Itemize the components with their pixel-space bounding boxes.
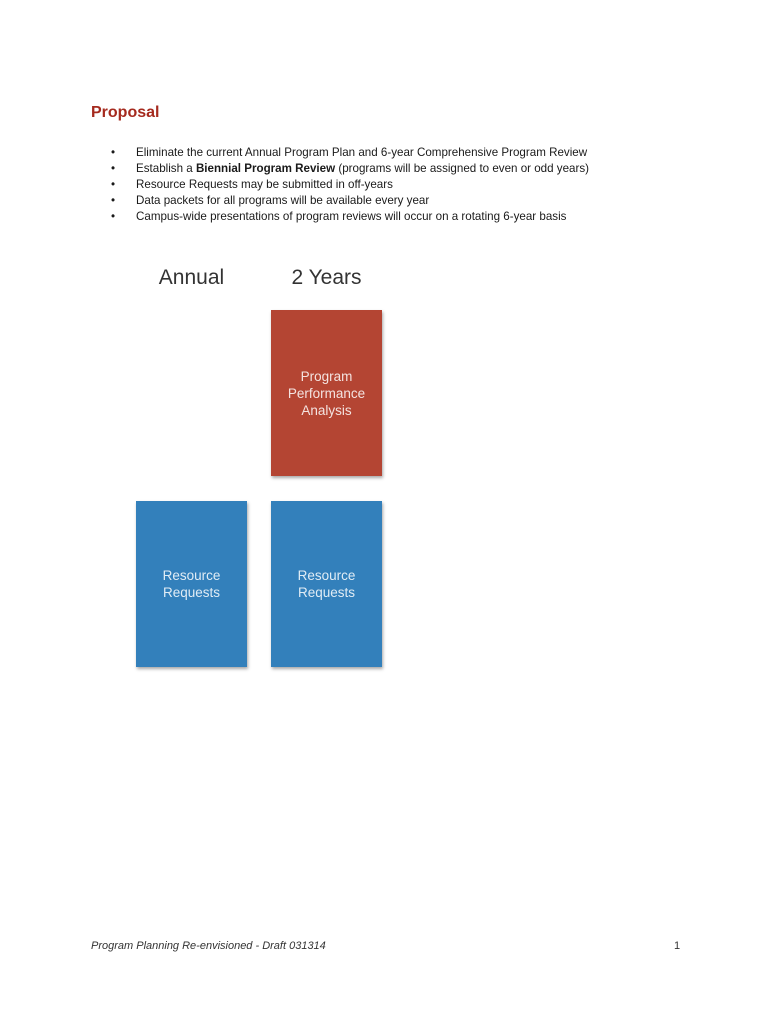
list-item-text-tail: (programs will be assigned to even or odd years) [335,162,590,175]
list-item [91,145,589,161]
column-label-annual: Annual [158,266,225,289]
list-item-text-lead: Establish a [136,162,196,175]
list-item [91,193,589,209]
resource-requests-annual-box [136,501,247,667]
proposal-bullet-list [91,145,589,225]
list-item [91,209,589,225]
bullet-icon: • [111,210,116,223]
list-item [91,177,589,193]
list-item-text: Eliminate the current Annual Program Plan and 6-year Comprehensive Program Review [136,146,588,159]
footer-document-title: Program Planning Re-envisioned - Draft 031314 [91,940,326,952]
program-performance-analysis-box [271,310,382,476]
bullet-icon: • [111,194,116,207]
page-heading: Proposal [91,104,160,121]
list-item-text: Campus-wide presentations of program reviews will occur on a rotating 6-year basis [136,210,567,223]
box-label: Resource Requests [162,568,221,600]
list-item [91,161,589,177]
column-label-two-years: 2 Years [291,266,362,289]
list-item-text-bold: Biennial Program Review [195,162,336,175]
bullet-icon: • [111,178,116,191]
box-label: Resource Requests [297,568,356,600]
resource-requests-two-years-box [271,501,382,667]
list-item-text: Data packets for all programs will be available every year [136,194,430,207]
box-label: Program Performance Analysis [287,368,366,418]
bullet-icon: • [111,162,116,175]
footer-page-number: 1 [674,940,681,952]
bullet-icon: • [111,146,116,159]
list-item-text: Resource Requests may be submitted in off-years [136,178,393,191]
